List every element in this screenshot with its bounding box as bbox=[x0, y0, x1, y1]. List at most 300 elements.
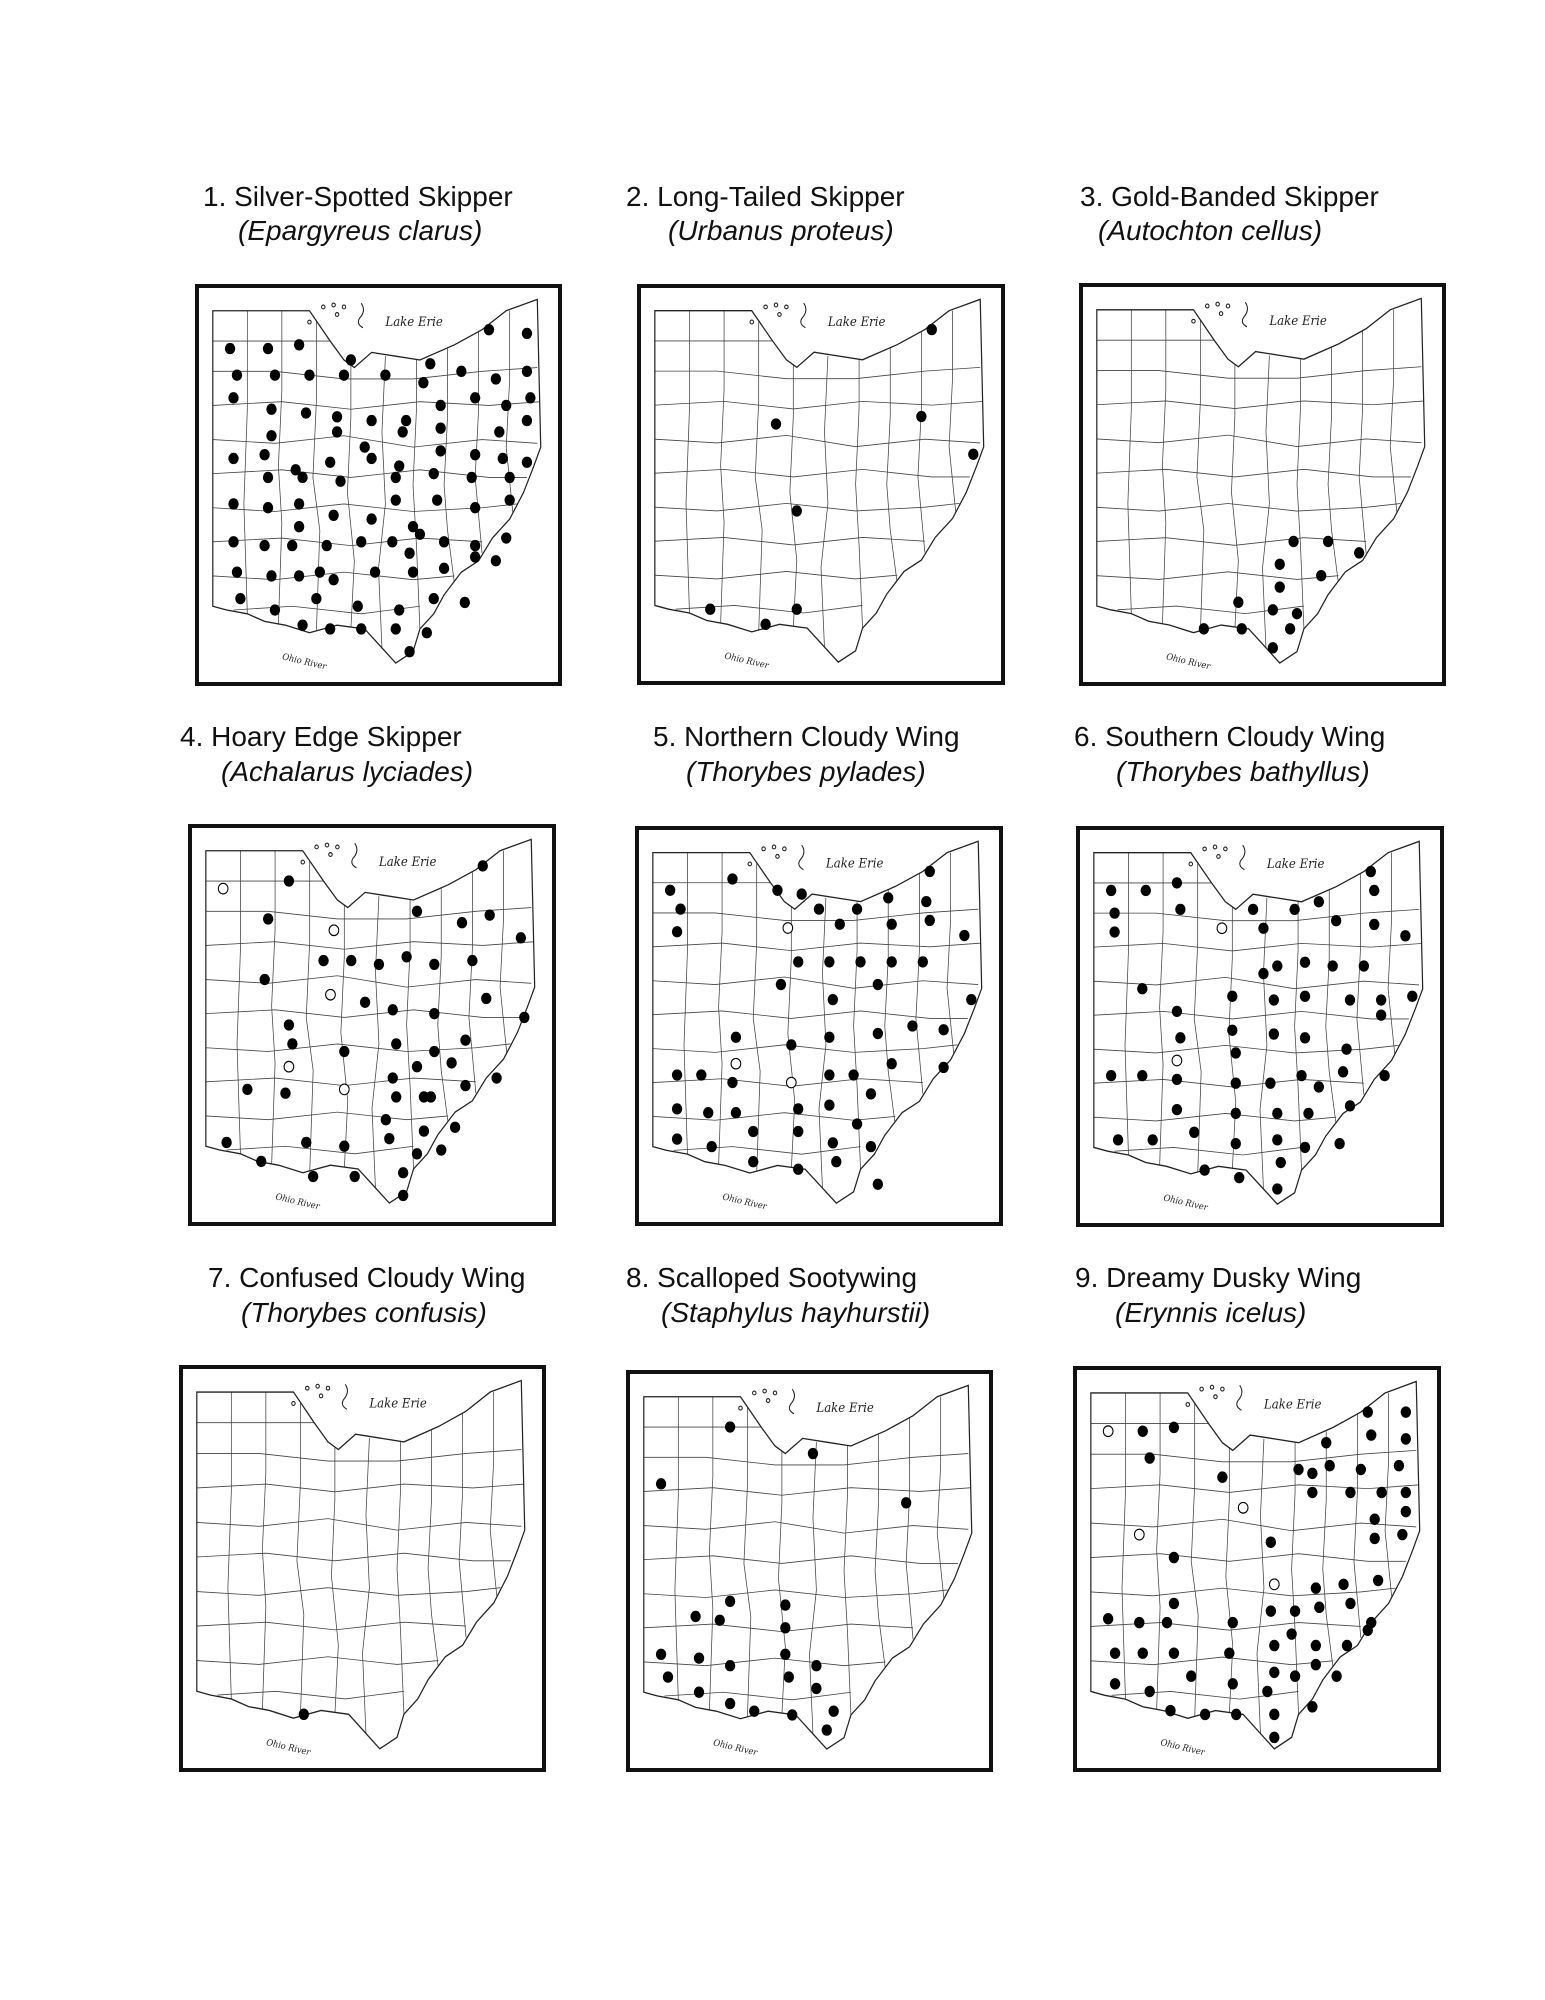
record-dot-filled bbox=[263, 472, 273, 483]
record-dot-filled bbox=[1289, 904, 1299, 915]
record-dot-filled bbox=[366, 415, 376, 426]
record-dot-filled bbox=[287, 540, 297, 551]
lake-erie-label: Lake Erie bbox=[816, 1400, 874, 1416]
record-dot-filled bbox=[1407, 991, 1417, 1002]
record-dot-filled bbox=[332, 426, 342, 437]
record-dot-filled bbox=[1376, 994, 1386, 1005]
record-dot-filled bbox=[419, 1091, 429, 1102]
record-dot-filled bbox=[938, 1062, 948, 1073]
record-dot-filled bbox=[429, 1046, 439, 1057]
record-dot-filled bbox=[887, 956, 897, 967]
record-dot-filled bbox=[284, 1019, 294, 1030]
record-dot-filled bbox=[525, 392, 535, 403]
record-dot-filled bbox=[793, 1103, 803, 1114]
record-dot-filled bbox=[1359, 960, 1369, 971]
record-dot-filled bbox=[467, 955, 477, 966]
record-dot-filled bbox=[1366, 1429, 1376, 1440]
lake-erie-label: Lake Erie bbox=[378, 854, 437, 870]
record-dot-filled bbox=[792, 604, 802, 615]
record-dot-filled bbox=[748, 1156, 758, 1167]
record-dot-filled bbox=[793, 956, 803, 967]
species-common-name: 1. Silver-Spotted Skipper bbox=[203, 181, 513, 212]
record-dot-filled bbox=[725, 1698, 735, 1709]
record-dot-filled bbox=[328, 510, 338, 521]
record-dot-filled bbox=[1314, 896, 1324, 907]
record-dot-filled bbox=[1189, 1127, 1199, 1138]
species-common-name: 9. Dreamy Dusky Wing bbox=[1075, 1262, 1362, 1293]
ohio-outline-map bbox=[183, 1369, 542, 1768]
record-dot-open bbox=[731, 1058, 741, 1069]
ohio-river-label: Ohio River bbox=[1159, 1737, 1206, 1759]
ohio-county-map bbox=[1079, 283, 1446, 686]
record-dot-filled bbox=[1233, 597, 1243, 608]
record-dot-filled bbox=[808, 1448, 818, 1459]
record-dot-filled bbox=[339, 369, 349, 380]
record-dot-filled bbox=[1307, 1468, 1317, 1479]
record-dot-filled bbox=[346, 955, 356, 966]
record-dot-filled bbox=[1401, 1433, 1411, 1444]
record-dot-filled bbox=[522, 366, 532, 377]
record-dot-open bbox=[1269, 1579, 1279, 1590]
record-dot-filled bbox=[1268, 604, 1278, 615]
species-scientific-name: (Epargyreus clarus) bbox=[238, 215, 483, 246]
record-dot-filled bbox=[301, 407, 311, 418]
ohio-outline-map bbox=[1080, 830, 1440, 1223]
record-dot-filled bbox=[1248, 904, 1258, 915]
record-dot-filled bbox=[1363, 1624, 1373, 1635]
record-dot-filled bbox=[1172, 1074, 1182, 1085]
record-dot-filled bbox=[394, 604, 404, 615]
record-dot-filled bbox=[456, 366, 466, 377]
record-dot-filled bbox=[1370, 1514, 1380, 1525]
record-dot-filled bbox=[1269, 1732, 1279, 1743]
lake-erie-label: Lake Erie bbox=[1266, 856, 1325, 871]
record-dot-filled bbox=[672, 926, 682, 937]
record-dot-filled bbox=[388, 1004, 398, 1015]
record-dot-filled bbox=[404, 646, 414, 657]
ohio-river-label: Ohio River bbox=[281, 652, 328, 673]
record-dot-filled bbox=[435, 400, 445, 411]
record-dot-filled bbox=[429, 468, 439, 479]
record-dot-open bbox=[1172, 1055, 1182, 1066]
record-dot-filled bbox=[398, 1167, 408, 1178]
county-boundaries bbox=[655, 311, 984, 647]
record-dot-filled bbox=[356, 623, 366, 634]
record-dot-filled bbox=[656, 1649, 666, 1660]
record-dot-filled bbox=[1148, 1134, 1158, 1145]
record-dot-filled bbox=[824, 1100, 834, 1111]
record-dot-filled bbox=[672, 1069, 682, 1080]
record-dot-filled bbox=[1231, 1108, 1241, 1119]
record-dot-filled bbox=[828, 994, 838, 1005]
record-dot-filled bbox=[927, 324, 937, 335]
ohio-county-map bbox=[635, 826, 1003, 1226]
record-dot-filled bbox=[966, 994, 976, 1005]
record-dot-filled bbox=[325, 623, 335, 634]
record-dot-filled bbox=[835, 919, 845, 930]
record-dot-filled bbox=[814, 904, 824, 915]
record-dot-filled bbox=[1169, 1647, 1179, 1658]
record-dot-filled bbox=[263, 502, 273, 513]
record-dot-filled bbox=[297, 472, 307, 483]
record-dot-filled bbox=[772, 885, 782, 896]
record-dot-filled bbox=[263, 913, 273, 924]
record-dot-open bbox=[783, 923, 793, 934]
record-dot-filled bbox=[1268, 642, 1278, 653]
record-dot-filled bbox=[391, 1091, 401, 1102]
record-dot-filled bbox=[725, 1660, 735, 1671]
species-scientific-name: (Thorybes confusis) bbox=[241, 1297, 487, 1328]
species-scientific-name: (Erynnis icelus) bbox=[1115, 1297, 1307, 1328]
ohio-outline-map bbox=[199, 288, 558, 682]
record-dot-filled bbox=[907, 1020, 917, 1031]
record-dot-filled bbox=[339, 1046, 349, 1057]
record-dot-filled bbox=[1228, 1617, 1238, 1628]
record-dot-filled bbox=[522, 457, 532, 468]
record-dot-filled bbox=[1321, 1437, 1331, 1448]
record-dot-filled bbox=[1199, 623, 1209, 634]
record-dot-filled bbox=[391, 623, 401, 634]
species-common-name: 2. Long-Tailed Skipper bbox=[626, 181, 905, 212]
record-dot-filled bbox=[1231, 1709, 1241, 1720]
record-dot-filled bbox=[873, 1179, 883, 1190]
record-dot-filled bbox=[1293, 1464, 1303, 1475]
record-dot-filled bbox=[404, 548, 414, 559]
record-dot-filled bbox=[1172, 1006, 1182, 1017]
record-dot-filled bbox=[422, 627, 432, 638]
record-markers bbox=[1103, 1406, 1411, 1743]
record-dot-filled bbox=[873, 1028, 883, 1039]
record-dot-filled bbox=[792, 505, 802, 516]
record-dot-filled bbox=[852, 1118, 862, 1129]
record-dot-filled bbox=[1328, 960, 1338, 971]
record-dot-filled bbox=[703, 1107, 713, 1118]
record-dot-filled bbox=[1134, 1617, 1144, 1628]
record-dot-filled bbox=[1290, 1670, 1300, 1681]
ohio-county-map bbox=[1073, 1366, 1441, 1772]
record-dot-filled bbox=[725, 1596, 735, 1607]
record-dot-filled bbox=[491, 555, 501, 566]
record-dot-filled bbox=[401, 415, 411, 426]
record-dot-filled bbox=[1285, 623, 1295, 634]
record-dot-filled bbox=[339, 1141, 349, 1152]
record-dot-filled bbox=[1266, 1536, 1276, 1547]
record-dot-filled bbox=[259, 540, 269, 551]
record-dot-filled bbox=[1138, 1647, 1148, 1658]
record-dot-filled bbox=[356, 536, 366, 547]
record-dot-filled bbox=[328, 574, 338, 585]
record-dot-filled bbox=[457, 917, 467, 928]
county-boundaries bbox=[1091, 1393, 1420, 1734]
lake-erie-label: Lake Erie bbox=[827, 314, 886, 329]
record-dot-filled bbox=[848, 1069, 858, 1080]
record-dot-filled bbox=[938, 1024, 948, 1035]
ohio-outline-map bbox=[630, 1374, 989, 1768]
record-dot-filled bbox=[412, 906, 422, 917]
record-dot-filled bbox=[887, 1058, 897, 1069]
record-dot-filled bbox=[1169, 1598, 1179, 1609]
record-dot-filled bbox=[519, 1012, 529, 1023]
record-dot-filled bbox=[450, 1122, 460, 1133]
record-dot-filled bbox=[311, 593, 321, 604]
record-dot-filled bbox=[1401, 1487, 1411, 1498]
record-dot-filled bbox=[374, 959, 384, 970]
county-boundaries bbox=[1094, 853, 1423, 1189]
record-dot-filled bbox=[287, 1038, 297, 1049]
record-dot-filled bbox=[481, 993, 491, 1004]
record-dot-filled bbox=[304, 369, 314, 380]
record-dot-filled bbox=[1397, 1529, 1407, 1540]
record-dot-filled bbox=[1366, 866, 1376, 877]
record-dot-filled bbox=[1145, 1452, 1155, 1463]
species-scientific-name: (Autochton cellus) bbox=[1098, 215, 1323, 246]
record-dot-filled bbox=[1269, 994, 1279, 1005]
record-dot-filled bbox=[1314, 1602, 1324, 1613]
record-dot-filled bbox=[1275, 581, 1285, 592]
species-common-name: 5. Northern Cloudy Wing bbox=[653, 721, 960, 752]
county-boundaries bbox=[653, 853, 982, 1188]
record-dot-filled bbox=[1141, 885, 1151, 896]
ohio-outline-map bbox=[1077, 1370, 1437, 1768]
record-dot-filled bbox=[1275, 559, 1285, 570]
record-dot-filled bbox=[725, 1421, 735, 1432]
record-dot-filled bbox=[470, 392, 480, 403]
record-dot-filled bbox=[1338, 1579, 1348, 1590]
record-dot-filled bbox=[484, 324, 494, 335]
record-dot-filled bbox=[221, 1137, 231, 1148]
record-dot-filled bbox=[1237, 623, 1247, 634]
record-dot-filled bbox=[675, 904, 685, 915]
record-dot-filled bbox=[665, 885, 675, 896]
record-dot-filled bbox=[394, 460, 404, 471]
record-dot-filled bbox=[494, 426, 504, 437]
species-scientific-name: (Urbanus proteus) bbox=[668, 215, 894, 246]
record-dot-filled bbox=[266, 570, 276, 581]
record-dot-filled bbox=[370, 566, 380, 577]
record-dot-filled bbox=[322, 540, 332, 551]
ohio-outline-map bbox=[639, 830, 999, 1222]
record-dot-filled bbox=[360, 441, 370, 452]
record-dot-filled bbox=[232, 566, 242, 577]
record-dot-filled bbox=[1169, 1422, 1179, 1433]
record-dot-filled bbox=[381, 1114, 391, 1125]
record-dot-filled bbox=[1345, 1100, 1355, 1111]
record-dot-filled bbox=[228, 536, 238, 547]
record-dot-filled bbox=[401, 951, 411, 962]
record-dot-filled bbox=[1110, 1678, 1120, 1689]
record-dot-filled bbox=[516, 932, 526, 943]
record-dot-filled bbox=[446, 1057, 456, 1068]
record-dot-filled bbox=[397, 426, 407, 437]
record-dot-filled bbox=[485, 909, 495, 920]
record-dot-filled bbox=[1265, 1078, 1275, 1089]
record-dot-filled bbox=[921, 896, 931, 907]
record-dot-filled bbox=[412, 1148, 422, 1159]
species-scientific-name: (Thorybes pylades) bbox=[686, 756, 926, 787]
ohio-outline-map bbox=[192, 828, 552, 1222]
record-dot-filled bbox=[776, 979, 786, 990]
record-dot-filled bbox=[1266, 1605, 1276, 1616]
record-dot-filled bbox=[436, 1144, 446, 1155]
lake-erie-label: Lake Erie bbox=[825, 856, 884, 871]
record-dot-filled bbox=[522, 415, 532, 426]
record-dot-filled bbox=[1137, 1070, 1147, 1081]
record-dot-filled bbox=[1262, 1686, 1272, 1697]
record-dot-filled bbox=[439, 563, 449, 574]
record-dot-filled bbox=[439, 536, 449, 547]
record-dot-filled bbox=[824, 1032, 834, 1043]
record-dot-filled bbox=[1373, 1575, 1383, 1586]
ohio-river-label: Ohio River bbox=[1165, 652, 1211, 673]
record-dot-open bbox=[218, 883, 228, 894]
record-dot-filled bbox=[256, 1156, 266, 1167]
record-dot-filled bbox=[1138, 1425, 1148, 1436]
record-dot-filled bbox=[1314, 1081, 1324, 1092]
record-dot-filled bbox=[1165, 1705, 1175, 1716]
record-dot-open bbox=[284, 1061, 294, 1072]
ohio-county-map bbox=[179, 1365, 546, 1772]
record-dot-filled bbox=[1311, 1640, 1321, 1651]
record-dot-filled bbox=[780, 1622, 790, 1633]
record-dot-filled bbox=[1272, 1108, 1282, 1119]
record-dot-filled bbox=[1186, 1670, 1196, 1681]
record-dot-filled bbox=[412, 1061, 422, 1072]
record-dot-filled bbox=[1227, 1025, 1237, 1036]
record-dot-filled bbox=[793, 1164, 803, 1175]
record-dot-filled bbox=[696, 1069, 706, 1080]
county-boundaries bbox=[206, 851, 535, 1188]
record-dot-filled bbox=[663, 1671, 673, 1682]
record-dot-filled bbox=[1228, 1678, 1238, 1689]
record-dot-filled bbox=[1286, 1628, 1296, 1639]
record-dot-filled bbox=[1269, 1640, 1279, 1651]
record-dot-filled bbox=[1345, 1598, 1355, 1609]
record-dot-filled bbox=[831, 1156, 841, 1167]
record-dot-filled bbox=[1175, 1032, 1185, 1043]
ohio-river-label: Ohio River bbox=[712, 1738, 759, 1759]
record-dot-filled bbox=[384, 1133, 394, 1144]
record-dot-filled bbox=[1369, 885, 1379, 896]
record-dot-filled bbox=[391, 472, 401, 483]
record-dot-filled bbox=[1106, 885, 1116, 896]
record-dot-filled bbox=[1113, 1134, 1123, 1145]
record-dot-filled bbox=[1137, 983, 1147, 994]
species-common-name: 3. Gold-Banded Skipper bbox=[1080, 181, 1379, 212]
record-dot-filled bbox=[294, 570, 304, 581]
county-boundaries bbox=[1097, 310, 1425, 648]
record-dot-filled bbox=[387, 536, 397, 547]
record-dot-filled bbox=[873, 979, 883, 990]
record-dot-filled bbox=[822, 1724, 832, 1735]
ohio-county-map bbox=[626, 1370, 993, 1772]
record-dot-filled bbox=[235, 593, 245, 604]
record-dot-filled bbox=[284, 875, 294, 886]
record-dot-filled bbox=[491, 373, 501, 384]
record-dot-filled bbox=[242, 1084, 252, 1095]
record-dot-filled bbox=[1110, 1647, 1120, 1658]
lake-erie-label: Lake Erie bbox=[1263, 1395, 1322, 1412]
record-dot-filled bbox=[749, 1705, 759, 1716]
record-dot-filled bbox=[727, 873, 737, 884]
record-dot-open bbox=[1134, 1529, 1144, 1540]
record-dot-filled bbox=[1331, 1670, 1341, 1681]
species-scientific-name: (Thorybes bathyllus) bbox=[1116, 756, 1370, 787]
record-dot-filled bbox=[299, 1709, 309, 1721]
record-dot-filled bbox=[1394, 1460, 1404, 1471]
record-dot-filled bbox=[1400, 930, 1410, 941]
record-dot-filled bbox=[1354, 547, 1364, 558]
record-dot-open bbox=[1238, 1502, 1248, 1513]
record-dot-filled bbox=[360, 997, 370, 1008]
record-dot-filled bbox=[460, 1034, 470, 1045]
record-dot-filled bbox=[1290, 1605, 1300, 1616]
record-dot-open bbox=[786, 1077, 796, 1088]
ohio-river-label: Ohio River bbox=[265, 1737, 312, 1759]
record-dot-filled bbox=[1172, 1104, 1182, 1115]
record-dot-filled bbox=[1369, 919, 1379, 930]
record-dot-filled bbox=[297, 619, 307, 630]
record-dot-filled bbox=[1376, 1009, 1386, 1020]
record-dot-filled bbox=[266, 430, 276, 441]
record-dot-filled bbox=[705, 604, 715, 615]
record-dot-filled bbox=[266, 404, 276, 415]
county-boundaries bbox=[197, 1392, 525, 1733]
record-dot-filled bbox=[1316, 570, 1326, 581]
record-dot-filled bbox=[1172, 877, 1182, 888]
record-dot-filled bbox=[1376, 1487, 1386, 1498]
record-dot-filled bbox=[1175, 904, 1185, 915]
county-boundaries bbox=[213, 311, 541, 648]
record-dot-filled bbox=[1109, 926, 1119, 937]
record-dot-filled bbox=[470, 449, 480, 460]
record-dot-filled bbox=[1323, 536, 1333, 547]
record-dot-filled bbox=[707, 1141, 717, 1152]
ohio-river-label: Ohio River bbox=[274, 1192, 321, 1213]
record-dot-filled bbox=[1258, 923, 1268, 934]
record-dot-filled bbox=[916, 411, 926, 422]
record-dot-filled bbox=[793, 1126, 803, 1137]
record-dot-filled bbox=[852, 904, 862, 915]
record-dot-filled bbox=[270, 369, 280, 380]
record-dot-filled bbox=[855, 956, 865, 967]
record-dot-filled bbox=[811, 1660, 821, 1671]
record-dot-filled bbox=[1272, 1134, 1282, 1145]
record-dot-filled bbox=[398, 1190, 408, 1201]
record-dot-filled bbox=[419, 1125, 429, 1136]
record-dot-filled bbox=[1331, 915, 1341, 926]
record-dot-filled bbox=[225, 343, 235, 354]
ohio-outline-map bbox=[1083, 287, 1442, 682]
record-dot-filled bbox=[1231, 1078, 1241, 1089]
record-dot-filled bbox=[294, 521, 304, 532]
lake-erie-label: Lake Erie bbox=[1269, 313, 1327, 329]
record-dot-filled bbox=[811, 1683, 821, 1694]
record-dot-filled bbox=[760, 619, 770, 630]
record-dot-filled bbox=[1169, 1552, 1179, 1563]
record-dot-filled bbox=[866, 1141, 876, 1152]
record-dot-filled bbox=[1307, 1487, 1317, 1498]
record-dot-filled bbox=[325, 457, 335, 468]
record-dot-filled bbox=[1200, 1709, 1210, 1720]
lake-erie-label: Lake Erie bbox=[385, 314, 443, 330]
record-dot-filled bbox=[470, 551, 480, 562]
record-dot-filled bbox=[318, 955, 328, 966]
record-dot-filled bbox=[968, 449, 978, 460]
record-dot-filled bbox=[727, 1077, 737, 1088]
record-dot-filled bbox=[1292, 608, 1302, 619]
record-dot-filled bbox=[432, 494, 442, 505]
record-dot-filled bbox=[771, 418, 781, 429]
